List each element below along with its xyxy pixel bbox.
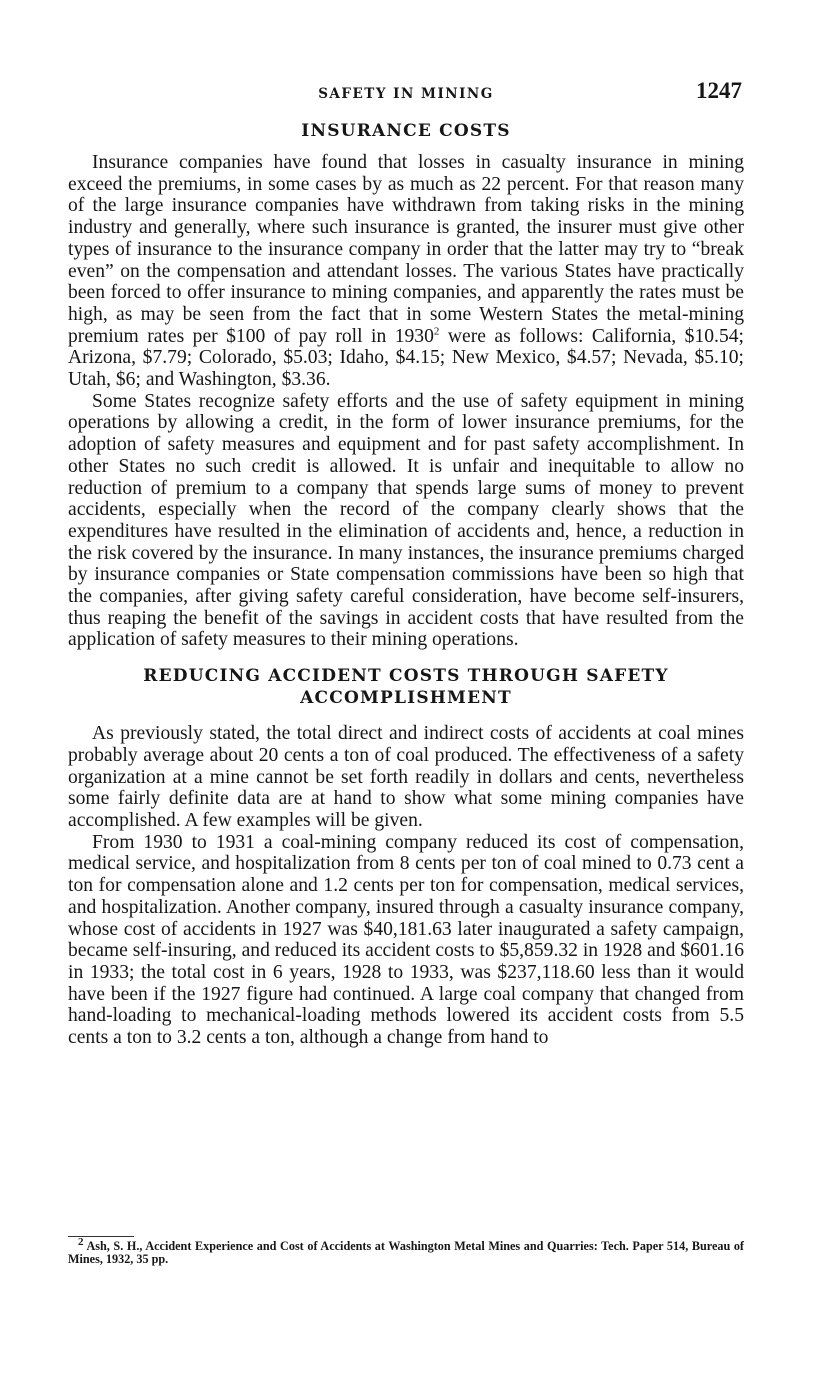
footnote-reference: 2 bbox=[433, 325, 440, 338]
paragraph-text-continued: were as follows: California, $10.54; Arizona, $7.79; Colorado, $5.03; Idaho, $4.15; New Mexico, $4.57; Nevada, $5.10; Utah, $6; and Washington, $3.36. bbox=[68, 325, 744, 391]
running-header bbox=[68, 78, 744, 108]
footnote-mark: 2 bbox=[78, 1235, 84, 1248]
page-number: 1247 bbox=[696, 78, 742, 103]
page-body bbox=[68, 78, 744, 1049]
section-heading-reducing-accident-costs bbox=[68, 665, 744, 709]
footnote-text: Ash, S. H., Accident Experience and Cost of Accidents at Washington Metal Mines and Quarries: Tech. Paper 514, Bureau of Mines, 1932, 35 pp. bbox=[68, 1239, 744, 1266]
footnote bbox=[68, 1235, 744, 1266]
paragraph-text: Insurance companies have found that losses in casualty insurance in mining exceed the premiums, in some cases by as much as 22 percent. For that reason many of the large insurance companies have withdrawn from taking risks in the mining industry and generally, where such insurance is granted, the insurer must give other types of insurance to the insurance company in order that the latter may try to “break even” on the compensation and attendant losses. The various States have practically been forced to offer insurance to mining companies, and apparently the rates must be high, as may be seen from the fact that in some Western States the metal-mining premium rates per $100 of pay roll in 1930 bbox=[68, 152, 744, 347]
paragraph: From 1930 to 1931 a coal-mining company reduced its cost of compensation, medical service, and hospitalization from 8 cents per ton of coal mined to 0.73 cent a ton for compensation alone and 1.2 cents per ton for compensation, medical services, and hospitalization. Another company, insured through a casualty insurance company, whose cost of accidents in 1927 was $40,181.63 later inaugurated a safety campaign, became self-insuring, and reduced its accident costs to $5,859.32 in 1928 and $601.16 in 1933; the total cost in 6 years, 1928 to 1933, was $237,118.60 less than it would have been if the 1927 figure had continued. A large coal company that changed from hand-loading to mechanical-loading methods lowered its accident costs from 5.5 cents a ton to 3.2 cents a ton, although a change from hand to bbox=[68, 831, 744, 1049]
paragraph: As previously stated, the total direct and indirect costs of accidents at coal mines probably average about 20 cents a ton of coal produced. The effectiveness of a safety organization at a mine cannot be set forth readily in dollars and cents, nevertheless some fairly definite data are at hand to show what some mining companies have accomplished. A few examples will be given. bbox=[68, 723, 744, 831]
heading-line: REDUCING ACCIDENT COSTS THROUGH SAFETY bbox=[143, 666, 669, 687]
paragraph: Some States recognize safety efforts and the use of safety equipment in mining operations by allowing a credit, in the form of lower insurance premiums, for the adoption of safety measures and equipment and for past safety accomplishment. In other States no such credit is allowed. It is unfair and inequitable to allow no reduction of premium to a company that spends large sums of money to prevent accidents, especially when the record of the company clearly shows that the expenditures have resulted in the elimination of accidents and, hence, a reduction in the risk covered by the insurance. In many instances, the insurance premiums charged by insurance companies or State compensation commissions have been so high that the companies, after giving safety careful consideration, have become self-insurers, thus reaping the benefit of the savings in accident costs that have resulted from the application of safety measures to their mining operations. bbox=[68, 390, 744, 651]
heading-line: ACCOMPLISHMENT bbox=[300, 688, 512, 709]
paragraph bbox=[68, 152, 744, 391]
running-title: SAFETY IN MINING bbox=[318, 86, 494, 102]
section-heading-insurance-costs: INSURANCE COSTS bbox=[301, 121, 511, 141]
